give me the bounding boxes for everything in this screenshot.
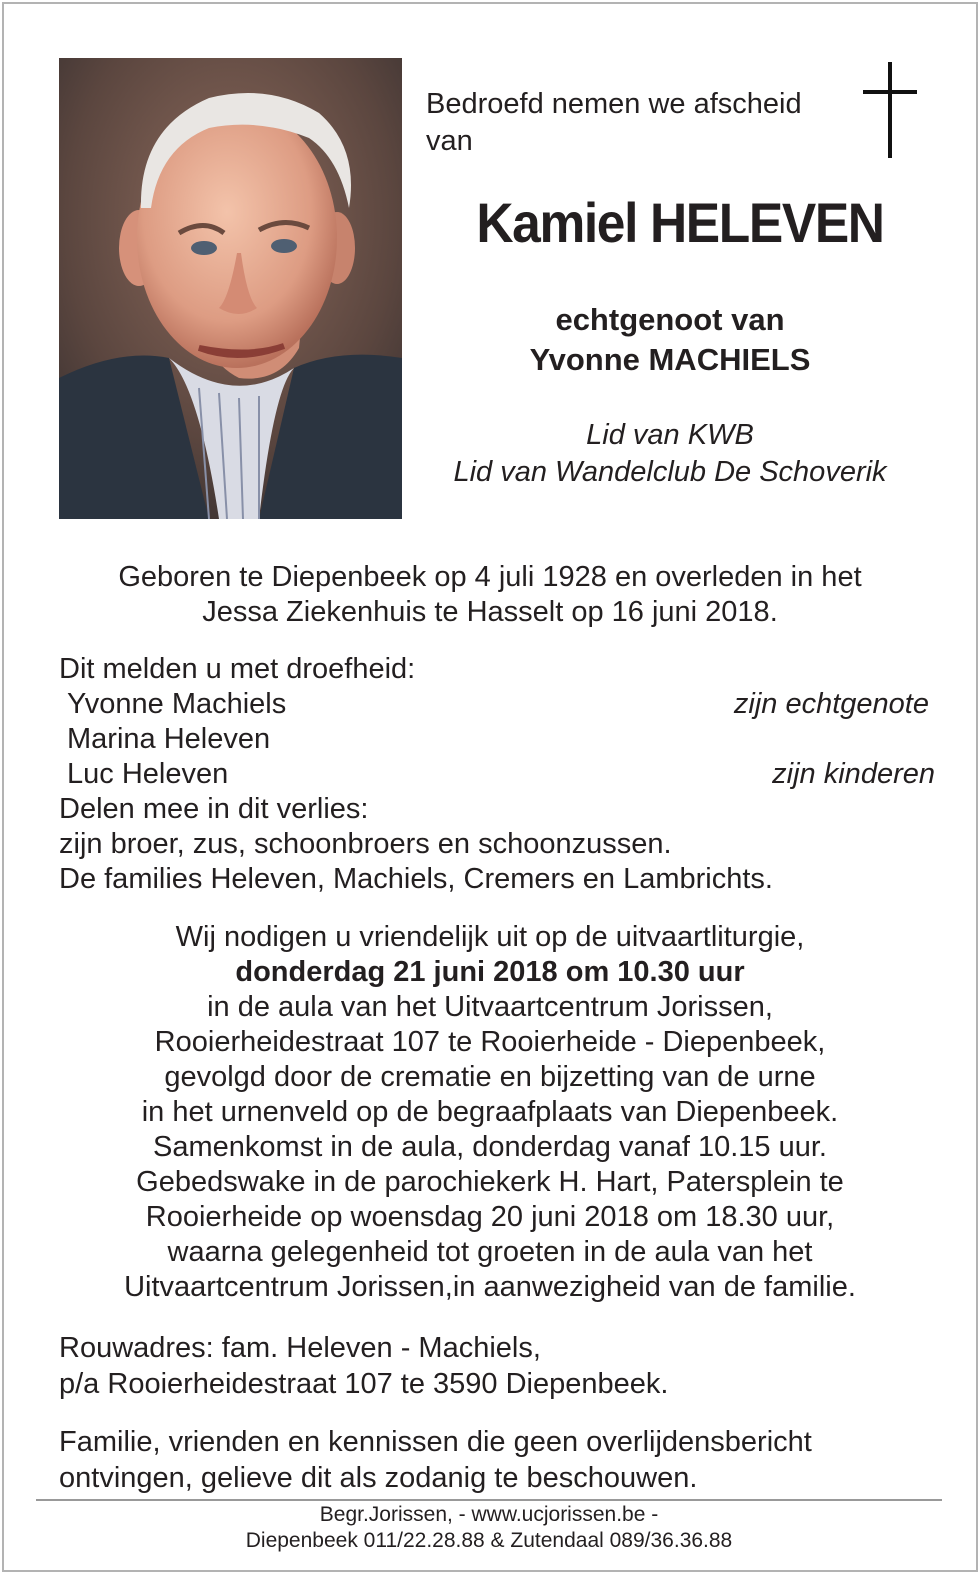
mourners-section [59,652,935,897]
footer-divider [36,1499,942,1501]
mourner-name: Yvonne Machiels [67,688,287,720]
shared-line-2: De families Heleven, Machiels, Cremers en Lambrichts. [59,863,773,895]
spouse-block [420,300,920,380]
deceased-name: Kamiel HELEVEN [476,191,884,254]
portrait-photo [59,58,402,519]
notice-line-2: ontvingen, gelieve dit als zodanig te beschouwen. [59,1462,698,1494]
ceremony-line: Uitvaartcentrum Jorissen,in aanwezigheid van de familie. [124,1271,856,1303]
ceremony-line: in de aula van het Uitvaartcentrum Jorissen, [207,991,773,1023]
mourner-role: zijn kinderen [772,758,935,790]
ceremony-line: in het urnenveld op de begraafplaats van Diepenbeek. [141,1096,839,1128]
spouse-line-1: echtgenoot van [555,302,785,337]
notice-line-1: Familie, vrienden en kennissen die geen overlijdensbericht [59,1426,812,1458]
address-line-1: Rouwadres: fam. Heleven - Machiels, [59,1332,541,1364]
mourner-row [59,757,935,792]
mourner-name: Luc Heleven [67,758,229,790]
mourner-role: zijn echtgenote [733,688,929,720]
intro-text: Bedroefd nemen we afscheid van [426,88,802,157]
footer-line-2: Diepenbeek 011/22.28.88 & Zutendaal 089/36.36.88 [245,1529,733,1552]
born-line-2: Jessa Ziekenhuis te Hasselt op 16 juni 2018. [202,596,778,628]
mourners-heading: Dit melden u met droefheid: [59,653,416,685]
ceremony-line: Gebedswake in de parochiekerk H. Hart, Patersplein te [136,1166,844,1198]
cross-icon [860,62,920,158]
address-line-2: p/a Rooierheidestraat 107 te 3590 Diepenbeek. [59,1368,669,1400]
ceremony-line: gevolgd door de crematie en bijzetting van de urne [164,1061,816,1093]
mourner-row [59,687,929,722]
spouse-line-2: Yvonne MACHIELS [529,342,811,377]
membership-2: Lid van Wandelclub De Schoverik [453,456,887,488]
ceremony-line: waarna gelegenheid tot groeten in de aula van het [167,1236,813,1268]
ceremony-datetime: donderdag 21 juni 2018 om 10.30 uur [235,956,745,988]
mourner-row [59,722,929,757]
ceremony-line: Rooierheide op woensdag 20 juni 2018 om 18.30 uur, [145,1201,835,1233]
born-line-1: Geboren te Diepenbeek op 4 juli 1928 en overleden in het [118,561,862,593]
ceremony-invite: Wij nodigen u vriendelijk uit op de uitvaartliturgie, [175,921,805,953]
membership-1: Lid van KWB [586,419,754,451]
mourning-address [59,1330,929,1402]
ceremony-line: Samenkomst in de aula, donderdag vanaf 10.15 uur. [153,1131,827,1163]
ceremony-line: Rooierheidestraat 107 te Rooierheide - Diepenbeek, [154,1026,826,1058]
mourner-name: Marina Heleven [67,723,271,755]
ceremony-section [30,920,950,1305]
birth-death-info [30,560,950,630]
shared-heading: Delen mee in dit verlies: [59,793,369,825]
notice-text [59,1424,929,1496]
memberships [420,417,920,491]
shared-line-1: zijn broer, zus, schoonbroers en schoonzussen. [59,828,672,860]
footer-line-1: Begr.Jorissen, - www.ucjorissen.be - [319,1503,659,1526]
footer [36,1502,942,1554]
portrait-illustration [59,58,402,519]
